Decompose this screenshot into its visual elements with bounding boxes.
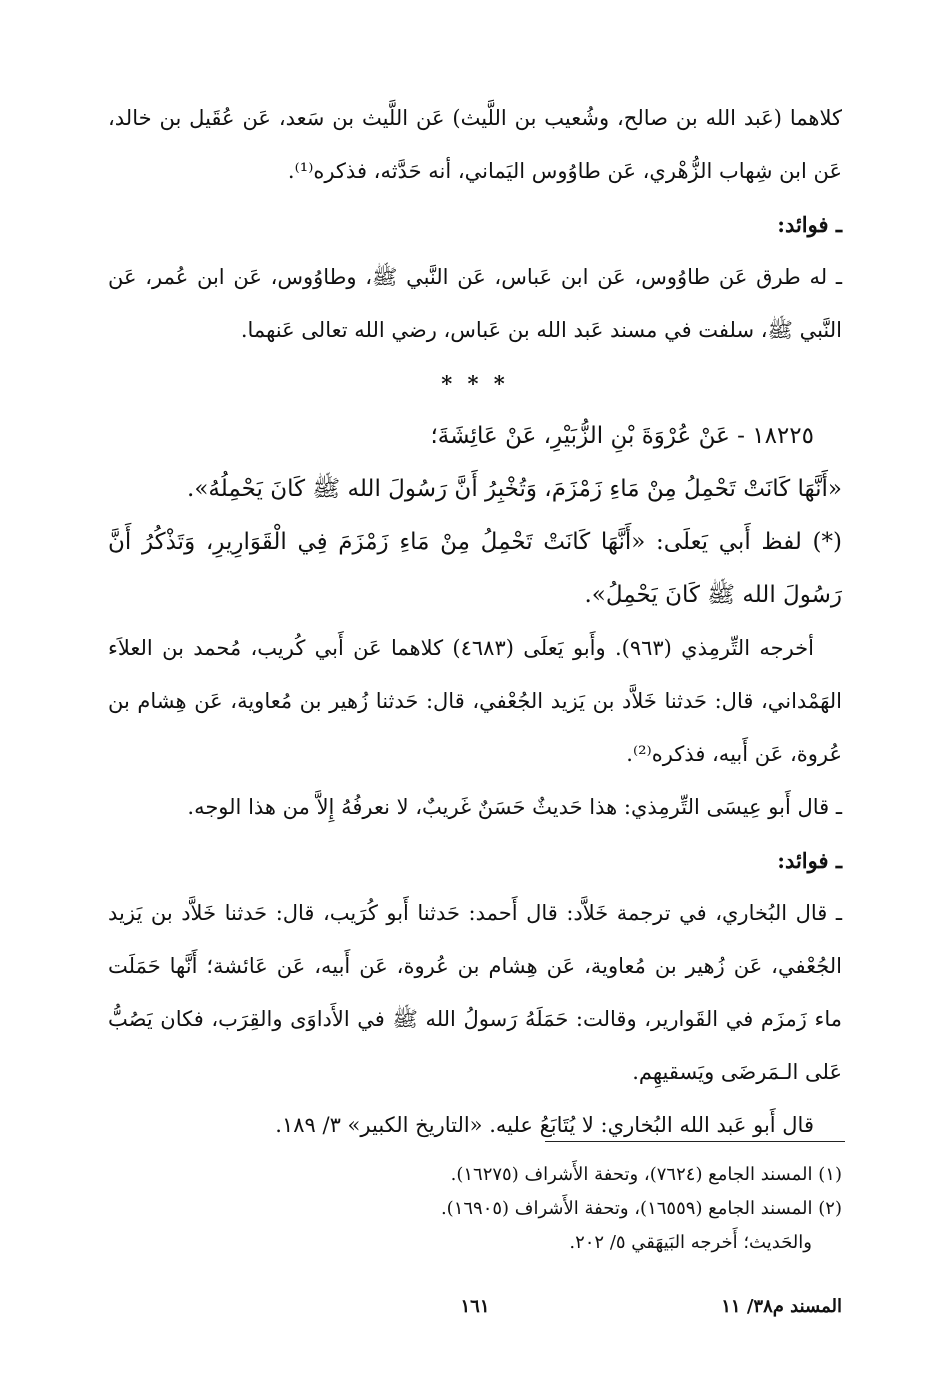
footnote-divider (545, 1141, 845, 1142)
footnotes (200, 1158, 842, 1260)
page-footer (108, 1292, 842, 1322)
volume-signature: المسند م٣٨/ ١١ (721, 1296, 842, 1317)
takhrij-paragraph: أخرجه التِّرمِذي (٩٦٣). وأَبو يَعلَى (٤٦٨٣) كلاهما عَن أَبي كُريب، مُحمد بن العلاَء الهَمْداني، قال: حَدثنا خَلاَّد بن يَزيد الجُعْفي، قال: حَدثنا زُهير بن مُعاوية، عَن هِشام بن عُروة، عَن أَبيه، فذكره⁽²⁾. (108, 636, 842, 766)
bukhari-verdict: قال أَبو عَبد الله البُخاري: لا يُتَابَعُ عليه. «التاريخ الكبير» ٣/ ١٨٩. (275, 1113, 814, 1137)
paragraph-chain: كلاهما (عَبد الله بن صالح، وشُعيب بن اللَّيث) عَن اللَّيث بن سَعد، عَن عُقَيل بن خالد، عَن ابن شِهاب الزُّهْري، عَن طاوُوس اليَماني، أنه حَدَّثه، فذكره⁽¹⁾. (108, 106, 842, 183)
abu-yala-wording: (*) لفظ أَبي يَعلَى: «أَنَّهَا كَانَتْ تَحْمِلُ مِنْ مَاءِ زَمْزَمَ فِي الْقَوَارِيرِ، وَتَذْكُرُ أَنَّ رَسُولَ الله ﷺ كَانَ يَحْمِلُ». (108, 529, 842, 608)
hadith-text: «أَنَّهَا كَانَتْ تَحْمِلُ مِنْ مَاءِ زَمْزَمَ، وَتُخْبِرُ أَنَّ رَسُولَ الله ﷺ كَانَ يَحْمِلُهُ». (187, 476, 842, 502)
footnote-2-continued: والحَديث؛ أَخرجه البَيهَقي ٥/ ٢٠٢. (569, 1232, 812, 1253)
footnote-1: (١) المسند الجامع (٧٦٢٤)، وتحفة الأَشراف (١٦٢٧٥). (450, 1164, 842, 1185)
tirmidhi-comment: ـ قال أَبو عِيسَى التِّرمِذي: هذا حَديثٌ حَسَنٌ غَريبٌ، لا نعرفُهُ إِلاَّ من هذا الوجه. (187, 795, 842, 819)
page-body (108, 92, 842, 1152)
footnote-2: (٢) المسند الجامع (١٦٥٥٩)، وتحفة الأَشراف (١٦٩٠٥). (440, 1198, 842, 1219)
bukhari-paragraph: ـ قال البُخاري، في ترجمة خَلاَّد: قال أَحمد: حَدثنا أَبو كُرَيب، قال: حَدثنا خَلاَّد بن يَزيد الجُعْفي، عَن زُهير بن مُعاوية، عَن هِشام بن عُروة، عَن أَبيه، عَن عَائشة؛ أَنَّها حَمَلَت ماء زَمزَم في القَوارير، وقالت: حَمَلَهُ رَسولُ الله ﷺ في الأَداوَى والقِرَب، فكان يَصُبُّ عَلى الـمَرضَى ويَسقيهِم. (108, 901, 842, 1084)
paragraph-routes: ـ له طرق عَن طاوُوس، عَن ابن عَباس، عَن النَّبي ﷺ، وطاوُوس، عَن ابن عُمر، عَن النَّبي ﷺ، سلفت في مسند عَبد الله بن عَباس، رضي الله تعالى عَنهما. (108, 265, 842, 342)
benefits-heading-2: ـ فوائد: (777, 848, 842, 873)
hadith-number-intro: ١٨٢٢٥ - عَنْ عُرْوَةَ بْنِ الزُّبَيْرِ، عَنْ عَائِشَةَ؛ (430, 423, 814, 449)
page-number: ١٦١ (460, 1296, 490, 1317)
section-separator: * * * (441, 371, 509, 396)
benefits-heading: ـ فوائد: (777, 212, 842, 237)
